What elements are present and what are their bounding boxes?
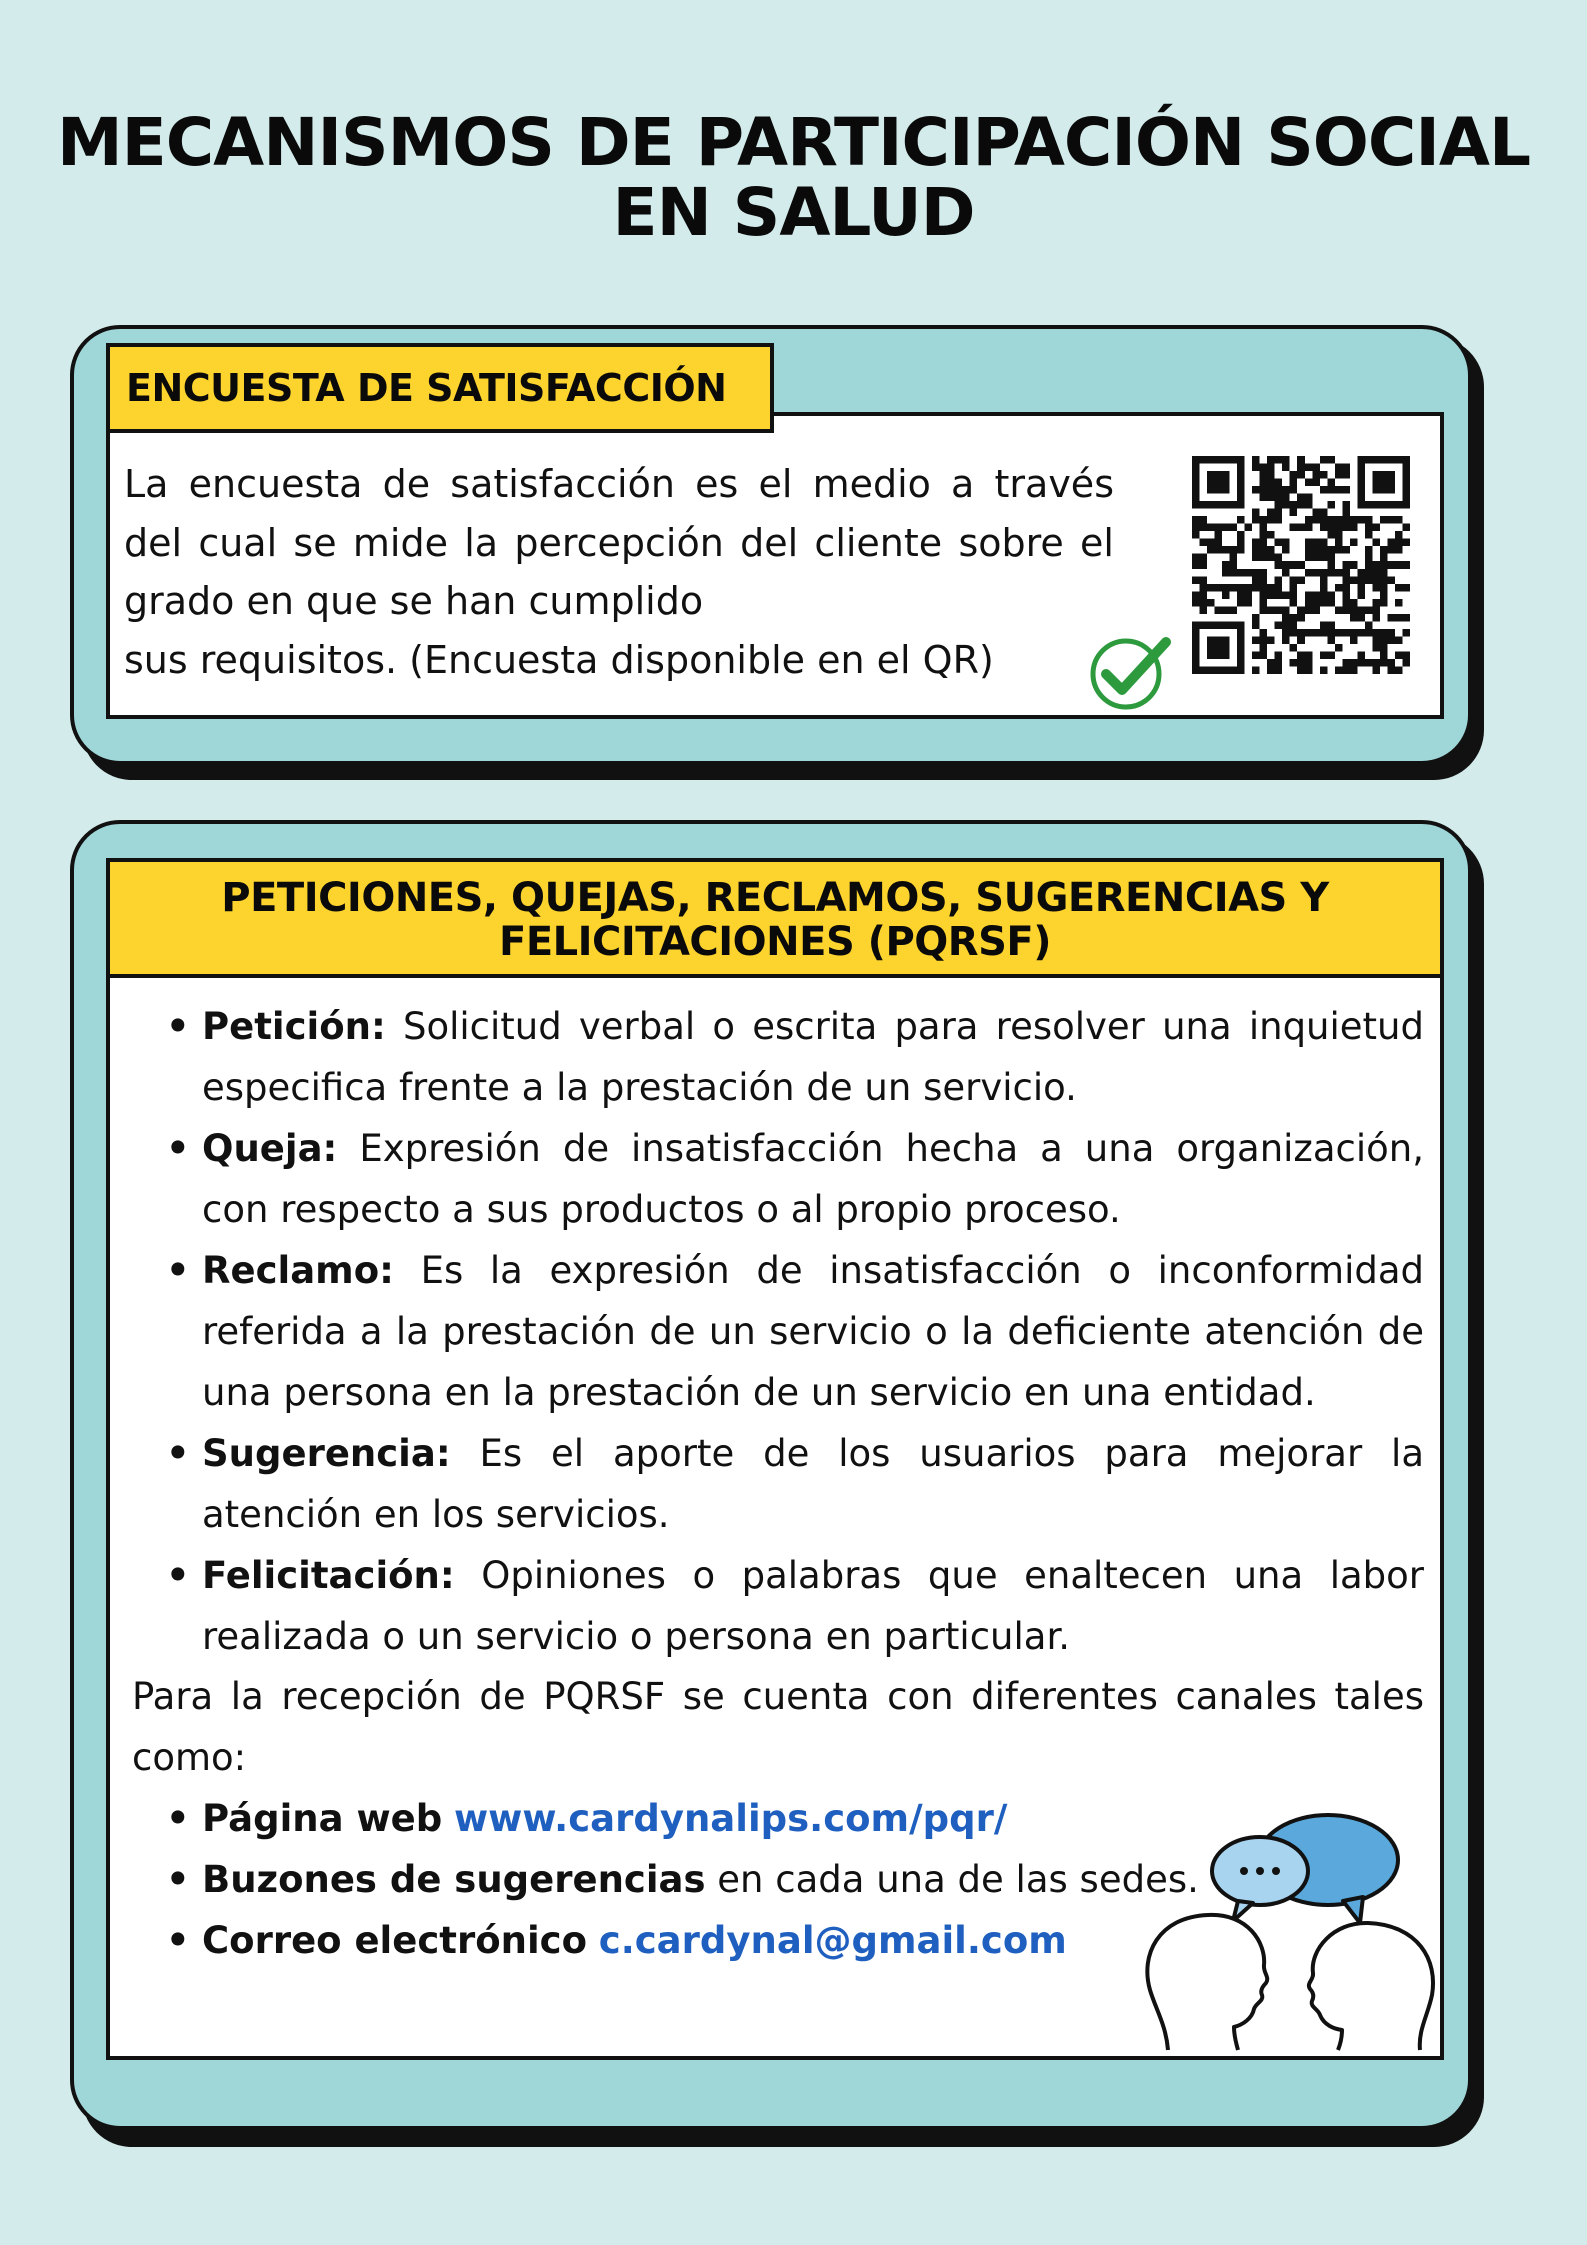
pqrsf-definitions-list	[162, 996, 1424, 1667]
bullet-icon: •	[166, 1127, 190, 1170]
channel-term: Buzones de sugerencias	[202, 1858, 706, 1901]
list-item	[162, 1545, 1424, 1667]
page-title	[0, 104, 1587, 251]
channel-detail: en cada una de las sedes.	[705, 1858, 1199, 1901]
item-term: Felicitación:	[202, 1554, 455, 1597]
list-item	[162, 1118, 1424, 1240]
bullet-icon: •	[166, 1005, 190, 1048]
item-term: Sugerencia:	[202, 1432, 451, 1475]
channels-list	[162, 1788, 1262, 1971]
item-definition: Es la expresión de insatisfacción o inconformidad referida a la prestación de un servicio o la deficiente atención de una persona en la prestación de un servicio en una entidad.	[202, 1249, 1425, 1414]
item-definition: Expresión de insatisfacción hecha a una organización, con respecto a sus productos o al propio proceso.	[202, 1127, 1424, 1231]
channels-intro: Para la recepción de PQRSF se cuenta con diferentes canales tales como:	[132, 1675, 1424, 1779]
bullet-icon: •	[166, 1432, 190, 1475]
item-definition: Es el aporte de los usuarios para mejorar la atención en los servicios.	[202, 1432, 1424, 1536]
channel-item-email	[162, 1910, 1262, 1971]
item-definition: Solicitud verbal o escrita para resolver una inquietud especifica frente a la prestación de un servicio.	[202, 1005, 1424, 1109]
pqrsf-heading-line-2: FELICITACIONES (PQRSF)	[499, 919, 1051, 965]
bullet-icon: •	[166, 1919, 190, 1962]
pqrsf-heading-line-1: PETICIONES, QUEJAS, RECLAMOS, SUGERENCIAS Y	[221, 875, 1329, 921]
pqrsf-heading	[106, 858, 1444, 978]
item-term: Reclamo:	[202, 1249, 394, 1292]
bullet-icon: •	[166, 1797, 190, 1840]
item-term: Queja:	[202, 1127, 338, 1170]
email-link[interactable]: c.cardynal@gmail.com	[598, 1919, 1067, 1962]
item-term: Petición:	[202, 1005, 386, 1048]
talking-heads-icon	[1138, 1805, 1438, 2055]
check-circle-icon	[1086, 632, 1176, 712]
page-title-line-1: MECANISMOS DE PARTICIPACIÓN SOCIAL	[56, 104, 1531, 181]
survey-description	[124, 455, 1114, 689]
channel-term: Correo electrónico	[202, 1919, 587, 1962]
item-definition: Opiniones o palabras que enaltecen una labor realizada o un servicio o persona en particular.	[202, 1554, 1424, 1658]
list-item	[162, 1423, 1424, 1545]
bullet-icon: •	[166, 1249, 190, 1292]
channel-term: Página web	[202, 1797, 443, 1840]
list-item	[162, 1240, 1424, 1423]
page-title-line-2: EN SALUD	[612, 174, 975, 251]
survey-description-last: sus requisitos. (Encuesta disponible en el QR)	[124, 637, 994, 682]
channel-item-web	[162, 1788, 1262, 1849]
survey-heading: ENCUESTA DE SATISFACCIÓN	[106, 343, 774, 433]
survey-description-main: La encuesta de satisfacción es el medio a través del cual se mide la percepción del cliente sobre el grado en que se han cumplido	[124, 462, 1114, 623]
channel-item-mailbox	[162, 1849, 1262, 1910]
bullet-icon: •	[166, 1554, 190, 1597]
qr-code[interactable]	[1192, 456, 1410, 674]
list-item	[162, 996, 1424, 1118]
bullet-icon: •	[166, 1858, 190, 1901]
website-link[interactable]: www.cardynalips.com/pqr/	[453, 1797, 1008, 1840]
